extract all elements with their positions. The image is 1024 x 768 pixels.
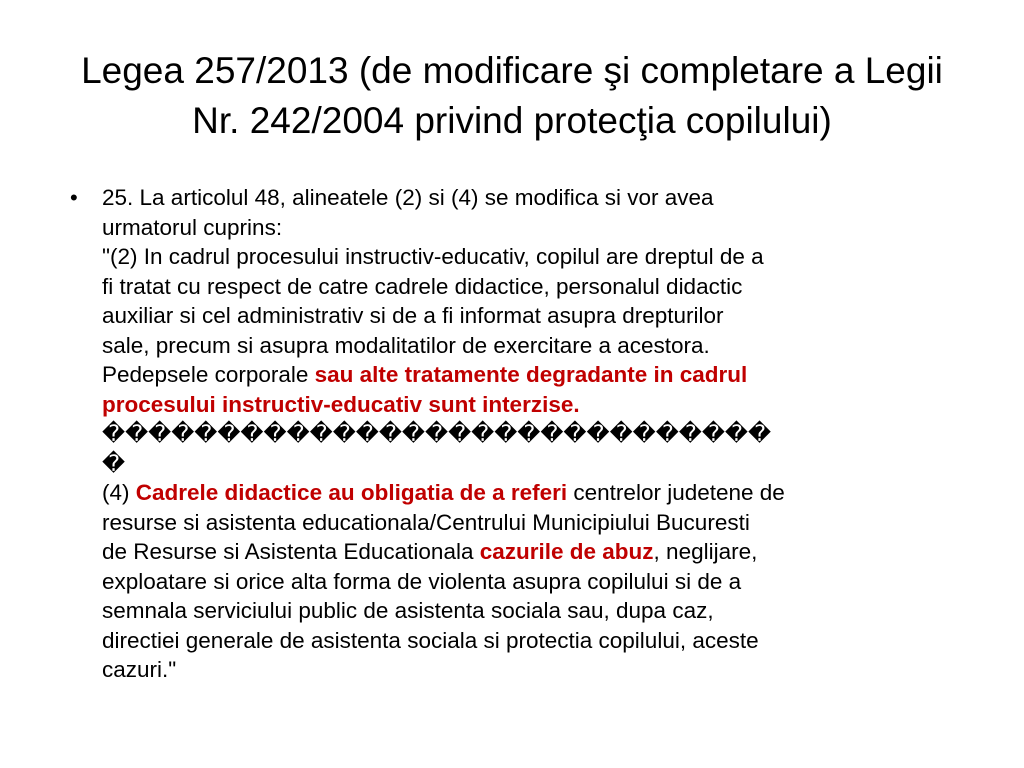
text-line: resurse si asistenta educationala/Centrului Municipiului Bucuresti (102, 509, 750, 535)
text-line: "(2) In cadrul procesului instructiv-educativ, copilul are dreptul de a (102, 244, 764, 269)
text-line: auxiliar si cel administrativ si de a fi informat asupra drepturilor (102, 303, 724, 328)
text-line: urmatorul cuprins: (102, 214, 283, 240)
text-line: cazuri." (102, 657, 177, 682)
emphasis-text: procesului instructiv-educativ sunt interzise. (102, 391, 580, 417)
text-run: centrelor judetene de (567, 480, 785, 505)
text-run: (4) (102, 480, 136, 505)
title-line-1: Legea 257/2013 (de modificare şi completare a Legii (81, 50, 943, 91)
emphasis-text: cazurile de abuz (479, 539, 654, 564)
title-line-2: Nr. 242/2004 privind protecţia copilului) (192, 100, 832, 141)
garbled-text: � (102, 450, 126, 476)
text-line: exploatare si orice alta forma de violenta asupra copilului si de a (102, 568, 742, 594)
slide-body (70, 183, 960, 685)
emphasis-text: Cadrele didactice au obligatia de a referi (135, 480, 568, 505)
text-line: 25. La articolul 48, alineatele (2) si (4) se modifica si vor avea (102, 185, 714, 210)
text-line (102, 537, 960, 567)
bullet-text (102, 183, 960, 685)
text-line (102, 360, 960, 390)
text-run: de Resurse si Asistenta Educationala (102, 539, 480, 564)
bullet-item (70, 183, 960, 685)
garbled-text: ����������������������������� (102, 421, 772, 446)
emphasis-text: sau alte tratamente degradante in cadrul (314, 362, 748, 387)
text-line: fi tratat cu respect de catre cadrele didactice, personalul didactic (102, 273, 743, 299)
text-run: , neglijare, (653, 539, 758, 564)
text-run: Pedepsele corporale (102, 362, 315, 387)
text-line: sale, precum si asupra modalitatilor de exercitare a acestora. (102, 332, 710, 358)
bullet-icon: • (70, 185, 78, 210)
text-line: directiei generale de asistenta sociala si protectia copilului, aceste (102, 627, 759, 653)
slide-title (30, 46, 994, 146)
text-line: semnala serviciului public de asistenta sociala sau, dupa caz, (102, 598, 714, 623)
text-line (102, 478, 960, 508)
